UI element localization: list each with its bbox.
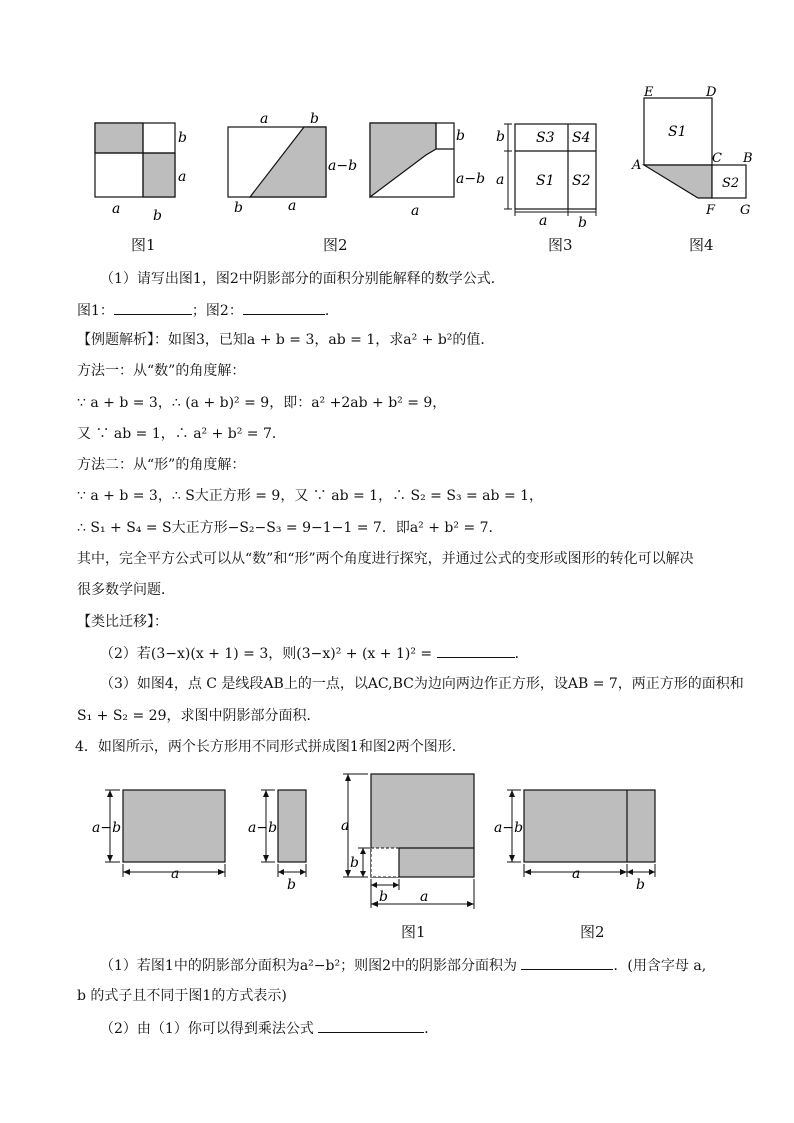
label-a-bottom: a [411,203,420,219]
answer-line-1 [77,300,339,321]
caption-fig4: 图4 [689,236,714,254]
label-s4: S4 [572,130,591,146]
answer-blank-q2[interactable] [437,643,515,658]
question-2-text: （2）若(3−x)(x + 1) = 3，则(3−x)² + (x + 1)² = [100,646,433,662]
method-2-line-2: ∴ S₁ + S₄ = S大正方形−S₂−S₃ = 9−1−1 = 7．即a² + b² = 7． [77,520,503,536]
answer-blank-q4-1[interactable] [521,955,613,970]
figure-2 [222,108,362,218]
figure-5 [628,84,758,224]
label-b-top: b [310,111,319,127]
label-b: b [350,855,359,871]
method-2-line-1: ∵ a + b = 3，∴ S大正方形 = 9，又 ∵ ab = 1，∴ S₂ = S₃ = ab = 1， [77,488,544,504]
label-G: G [740,203,751,218]
figure-1 [90,110,200,230]
caption-fig1: 图1 [131,236,156,254]
figure-3 [364,108,494,223]
paragraph-line-2: 很多数学问题． [77,582,175,598]
label-A: A [632,158,642,173]
example-heading: 【例题解析】：如图3，已知a + b = 3，ab = 1，求a² + b²的值． [77,332,495,348]
q4-1-line-1 [100,955,706,976]
label-b-bottom: b [153,208,162,224]
label-b-right: b [178,130,187,146]
caption-bottom-fig1: 图1 [401,923,426,941]
label-b-bottom: b [379,889,388,905]
label-a-right: a [178,169,187,185]
question-3-line-1: （3）如图4，点 C 是线段AB上的一点，以AC,BC为边向两边作正方形，设AB = 7，两正方形的面积和 [100,676,744,692]
label-b: b [636,877,645,892]
answer-blank-fig2[interactable] [243,300,325,315]
caption-bottom-fig2: 图2 [580,923,605,941]
answer-blank-q4-2[interactable] [318,1018,424,1033]
label-E: E [644,85,654,100]
q4-2-text: （2）由（1）你可以得到乘法公式 [100,1021,314,1037]
label-a-minus-b: a−b [328,158,358,174]
label-a-left: a [496,172,505,188]
method-2-heading: 方法二：从“形”的角度解： [77,457,246,473]
method-1-line-1: ∵ a + b = 3，∴ (a + b)² = 9，即：a² +2ab + b² = 9， [77,395,447,411]
period: ． [514,646,529,662]
label-a-bottom: a [539,213,548,229]
label-s2: S2 [572,173,591,189]
q4-1-text: （1）若图1中的阴影部分面积为a²−b²；则图2中的阴影部分面积为 [100,958,517,974]
label-b-bottom: b [578,215,587,231]
label-a: a [171,866,180,882]
problem-4-heading: 4．如图所示，两个长方形用不同形式拼成图1和图2两个图形． [75,739,466,755]
label-a-minus-b: a−b [494,820,524,836]
label-b: b [287,877,296,892]
period: ． [324,303,339,319]
label-B: B [743,151,753,166]
period: ． [424,1021,439,1037]
label-a-minus-b: a−b [456,171,486,187]
label-F: F [706,203,716,218]
caption-fig2: 图2 [323,236,348,254]
label-b-left: b [496,129,505,145]
question-2 [100,643,529,664]
label-a-bottom: a [288,198,297,214]
label-a: a [341,818,350,834]
fig1-label: 图1： [77,303,114,319]
label-a-bottom: a [112,201,121,217]
label-b-bottom: b [234,200,243,216]
label-a: a [572,866,581,882]
analogy-heading: 【类比迁移】： [77,614,168,630]
question-3-line-2: S₁ + S₂ = 29，求图中阴影部分面积． [77,708,321,724]
label-a-minus-b: a−b [92,820,122,836]
figure-2-composite [492,782,662,892]
method-1-line-2: 又 ∵ ab = 1，∴ a² + b² = 7． [77,426,286,442]
answer-blank-fig1[interactable] [114,300,192,315]
label-a-top: a [260,111,269,127]
caption-fig3: 图3 [548,236,573,254]
label-s1: S1 [536,173,555,189]
rectangle-figure-1 [92,782,232,882]
label-D: D [706,85,717,100]
label-S2: S2 [722,176,740,191]
label-b-right: b [456,128,465,144]
q4-2 [100,1018,438,1039]
rectangle-figure-2 [246,782,316,892]
paragraph-line-1: 其中，完全平方公式可以从“数”和“形”两个角度进行探究，并通过公式的变形或图形的转化可以解决 [77,551,694,567]
label-C: C [712,151,722,166]
label-s3: S3 [536,130,555,146]
method-1-heading: 方法一：从“数”的角度解： [77,363,246,379]
question-1: （1）请写出图1，图2中阴影部分的面积分别能解释的数学公式． [100,271,505,287]
q4-1-line-2: b 的式子且不同于图1的方式表示) [77,988,287,1004]
figure-1-composite [334,768,484,913]
fig2-label: ；图2： [191,303,243,319]
q4-1-suffix: ．(用含字母 a, [613,958,707,974]
label-a-minus-b: a−b [248,820,278,836]
label-S1: S1 [668,124,687,140]
label-a-bottom: a [420,889,429,905]
figure-4 [492,115,612,233]
